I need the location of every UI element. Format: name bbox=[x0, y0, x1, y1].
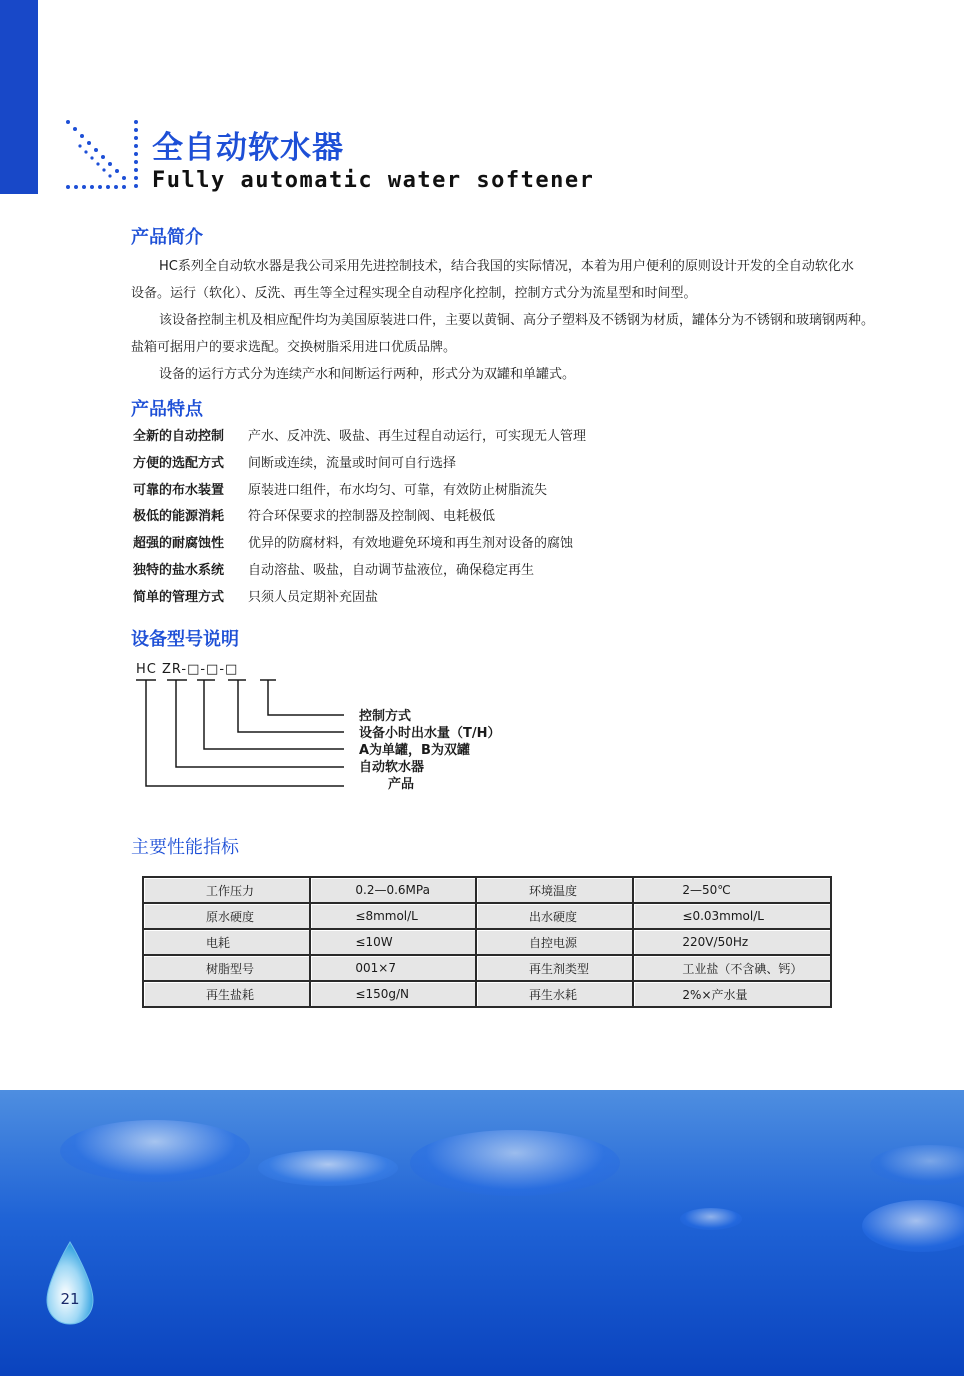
table-cell: 工作压力 bbox=[143, 877, 310, 903]
table-cell: 再生盐耗 bbox=[143, 981, 310, 1007]
table-cell: 工业盐（不含碘、钙） bbox=[633, 955, 831, 981]
side-accent-bar bbox=[0, 0, 38, 194]
feature-desc: 符合环保要求的控制器及控制阀、电耗极低 bbox=[248, 509, 496, 525]
section-heading-features: 产品特点 bbox=[131, 399, 203, 420]
feature-name: 全新的自动控制 bbox=[133, 429, 225, 444]
table-row bbox=[143, 981, 831, 1007]
model-label-flow: 设备小时出水量（T/H） bbox=[359, 726, 501, 741]
table-cell: 再生剂类型 bbox=[476, 955, 633, 981]
table-cell: 自控电源 bbox=[476, 929, 633, 955]
water-drop-image bbox=[60, 1120, 250, 1182]
table-cell: 电耗 bbox=[143, 929, 310, 955]
water-drop-image bbox=[410, 1130, 620, 1196]
dotted-corner-decoration bbox=[60, 116, 142, 196]
feature-item bbox=[133, 560, 833, 587]
table-row bbox=[143, 955, 831, 981]
intro-paragraph: HC系列全自动软水器是我公司采用先进控制技术，结合我国的实际情况，本着为用户便利的原则设计开发的全自动软化水 bbox=[159, 259, 854, 274]
feature-name: 简单的管理方式 bbox=[133, 589, 225, 605]
feature-name: 可靠的布水装置 bbox=[133, 482, 225, 498]
performance-table bbox=[142, 876, 832, 1008]
table-cell: 2—50℃ bbox=[633, 877, 831, 903]
model-label-softener: 自动软水器 bbox=[359, 760, 425, 775]
table-cell: ≤0.03mmol/L bbox=[633, 903, 831, 929]
water-drop-image bbox=[870, 1145, 964, 1185]
water-drop-image bbox=[680, 1208, 742, 1230]
model-label-tank: A为单罐，B为双罐 bbox=[359, 743, 470, 758]
section-heading-intro: 产品简介 bbox=[131, 227, 203, 248]
feature-item bbox=[133, 453, 833, 480]
page-number-drop-icon bbox=[44, 1240, 96, 1326]
feature-name: 极低的能源消耗 bbox=[133, 509, 225, 525]
table-cell: 2%×产水量 bbox=[633, 981, 831, 1007]
table-cell: 原水硬度 bbox=[143, 903, 310, 929]
feature-desc: 原装进口组件，布水均匀、可靠，有效防止树脂流失 bbox=[248, 482, 548, 498]
feature-desc: 间断或连续，流量或时间可自行选择 bbox=[248, 455, 457, 471]
table-cell: 001×7 bbox=[310, 955, 476, 981]
section-heading-model: 设备型号说明 bbox=[131, 629, 239, 650]
water-drop-image bbox=[862, 1200, 964, 1252]
feature-name: 方便的选配方式 bbox=[133, 455, 225, 471]
intro-body bbox=[131, 253, 931, 388]
feature-list bbox=[133, 426, 833, 614]
model-label-product: 产品 bbox=[388, 777, 415, 792]
feature-item bbox=[133, 426, 833, 453]
table-cell: 0.2—0.6MPa bbox=[310, 877, 476, 903]
intro-paragraph: 设备的运行方式分为连续产水和间断运行两种，形式分为双罐和单罐式。 bbox=[159, 367, 576, 382]
intro-paragraph: 该设备控制主机及相应配件均为美国原装进口件，主要以黄铜、高分子塑料及不锈钢为材质，罐体分为不锈钢和玻璃钢两种。 bbox=[159, 313, 875, 328]
table-cell: ≤10W bbox=[310, 929, 476, 955]
table-row bbox=[143, 903, 831, 929]
intro-paragraph: 盐箱可据用户的要求选配。交换树脂采用进口优质品牌。 bbox=[131, 340, 457, 355]
feature-desc: 产水、反冲洗、吸盐、再生过程自动运行，可实现无人管理 bbox=[248, 429, 587, 444]
intro-paragraph: 设备。运行（软化）、反洗、再生等全过程实现全自动程序化控制，控制方式分为流星型和时间型。 bbox=[131, 286, 697, 301]
table-cell: ≤8mmol/L bbox=[310, 903, 476, 929]
feature-item bbox=[133, 480, 833, 507]
table-row bbox=[143, 929, 831, 955]
feature-name: 超强的耐腐蚀性 bbox=[133, 536, 225, 552]
model-code: HC ZR-□-□-□ bbox=[136, 662, 239, 677]
table-cell: 环境温度 bbox=[476, 877, 633, 903]
feature-desc: 只须人员定期补充固盐 bbox=[248, 589, 379, 605]
table-cell: ≤150g/N bbox=[310, 981, 476, 1007]
feature-item bbox=[133, 587, 833, 614]
page-number: 21 bbox=[60, 1290, 80, 1308]
page-title-english: Fully automatic water softener bbox=[152, 168, 595, 193]
page-title-chinese: 全自动软水器 bbox=[152, 130, 344, 166]
water-drops-background bbox=[0, 1090, 964, 1376]
water-drop-image bbox=[258, 1150, 398, 1186]
feature-desc: 自动溶盐、吸盐，自动调节盐液位，确保稳定再生 bbox=[248, 562, 535, 578]
table-cell: 出水硬度 bbox=[476, 903, 633, 929]
table-cell: 再生水耗 bbox=[476, 981, 633, 1007]
feature-name: 独特的盐水系统 bbox=[133, 562, 225, 578]
section-heading-performance: 主要性能指标 bbox=[131, 837, 239, 858]
feature-item bbox=[133, 506, 833, 533]
feature-item bbox=[133, 533, 833, 560]
table-cell: 树脂型号 bbox=[143, 955, 310, 981]
model-label-control: 控制方式 bbox=[359, 709, 412, 724]
table-row bbox=[143, 877, 831, 903]
feature-desc: 优异的防腐材料，有效地避免环境和再生剂对设备的腐蚀 bbox=[248, 536, 574, 552]
table-cell: 220V/50Hz bbox=[633, 929, 831, 955]
